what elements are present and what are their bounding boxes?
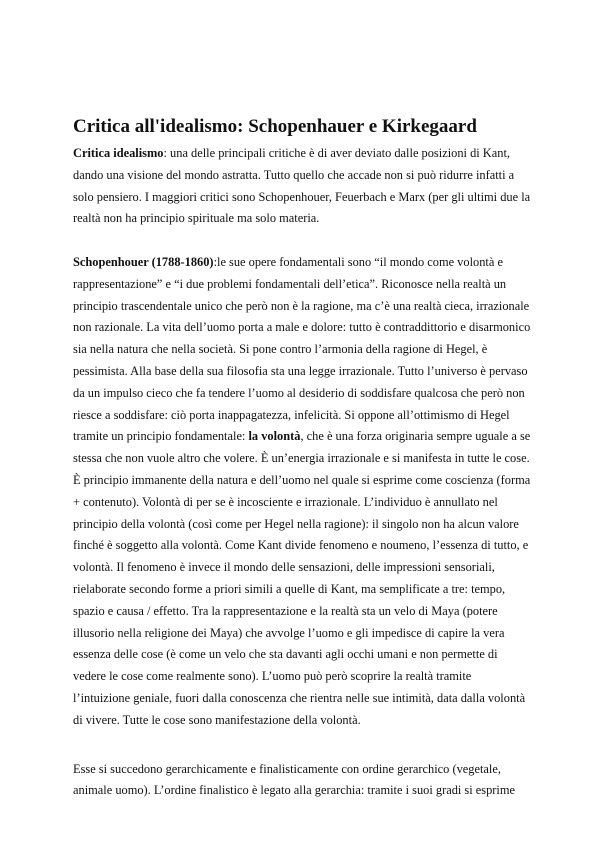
paragraph-schopenhouer [73, 252, 531, 732]
text-line: vedere le cose come realmente sono). L’uomo può però scoprire la realtà tramite [73, 669, 472, 684]
document-title: Critica all'idealismo: Schopenhauer e Kirkegaard [73, 116, 477, 137]
text-line: stessa che non vuole altro che volere. È un’energia irrazionale e si manifesta in tutte le cose. [73, 451, 530, 466]
text-line: volontà. Il fenomeno è invece il mondo delle sensazioni, delle impressioni sensoriali, [73, 560, 495, 575]
paragraph-spacer [73, 732, 525, 759]
paragraph-spacer [73, 230, 525, 252]
text-line: realtà non ha principio spirituale ma solo materia. [73, 211, 320, 226]
text-line: spazio e causa / effetto. Tra la rappresentazione e la realtà sta un velo di Maya (potere [73, 603, 498, 618]
text-line: non razionale. La vita dell’uomo porta a male e dolore: tutto è contraddittorio e disarmonico [73, 320, 531, 335]
text-line: riesce a soddisfare: ciò porta inappagatezza, infelicità. Si oppone all’ottimismo di Hegel [73, 407, 510, 422]
text-line: Esse si succedono gerarchicamente e finalisticamente con ordine gerarchico (vegetale, [73, 761, 501, 776]
text-line: pessimista. Alla base della sua filosofia sta una legge irrazionale. Tutto l’universo è pervaso [73, 363, 528, 378]
text-line: da un impulso cieco che fa tendere l’uomo al desiderio di soddisfare qualcosa che però non [73, 385, 525, 400]
text-line [73, 143, 525, 165]
text-span: : una delle principali critiche è di aver deviato dalle posizioni di Kant, [163, 146, 510, 160]
bold-term: Critica idealismo [73, 146, 164, 160]
text-span: tramite un principio fondamentale: [73, 429, 249, 444]
text-line: È principio immanente della natura e dell’uomo nel quale si esprime come coscienza (forma [73, 472, 531, 487]
paragraph-critica-idealismo [73, 143, 531, 230]
text-line: dando una visione del mondo astratta. Tutto quello che accade non si può ridurre infatti a [73, 167, 515, 182]
text-line: rappresentazione” e “i due problemi fondamentali dell’etica”. Riconosce nella realtà un [73, 276, 507, 291]
text-line: + contenuto). Volontà di per se è incosciente e irrazionale. L’individuo è annullato nel [73, 494, 498, 509]
text-line [73, 426, 531, 448]
text-line: rielaborate secondo forme a priori simili a quelle di Kant, ma semplificate a tre: tempo, [73, 581, 506, 596]
text-line: l’intuizione geniale, fuori dalla conoscenza che rientra nelle sue intimità, data dalla volontà [73, 690, 526, 705]
text-line: solo pensiero. I maggiori critici sono Schopenhouer, Feuerbach e Marx (per gli ultimi due la [73, 189, 531, 204]
paragraph-gerarchia [73, 759, 525, 803]
bold-term: la volontà [248, 429, 301, 444]
text-line [73, 252, 525, 274]
document-body [73, 143, 531, 802]
text-span: , che è una forza originaria sempre uguale a se [300, 429, 531, 444]
text-line: di vivere. Tutte le cose sono manifestazione della volontà. [73, 712, 361, 727]
text-line: principio trascendentale unico che però non è la ragione, ma c’è una realtà cieca, irrazionale [73, 298, 530, 313]
text-line: finché è soggetto alla volontà. Come Kant divide fenomeno e noumeno, l’essenza di tutto, e [73, 538, 529, 553]
text-line: animale uomo). L’ordine finalistico è legato alla gerarchia: tramite i suoi gradi si esprime [73, 783, 516, 798]
text-line: principio della volontà (così come per Hegel nella ragione): il singolo non ha alcun valore [73, 516, 519, 531]
text-line: essenza delle cose (è come un velo che sta davanti agli occhi umani e non permette di [73, 647, 498, 662]
text-line: sia nella natura che nella società. Si pone contro l’armonia della ragione di Hegel, è [73, 342, 488, 357]
text-span: :le sue opere fondamentali sono “il mondo come volontà e [213, 254, 503, 269]
text-line: illusorio nella religione dei Maya) che avvolge l’uomo e gli impedisce di capire la vera [73, 625, 505, 640]
bold-term: Schopenhouer (1788-1860) [73, 254, 214, 269]
